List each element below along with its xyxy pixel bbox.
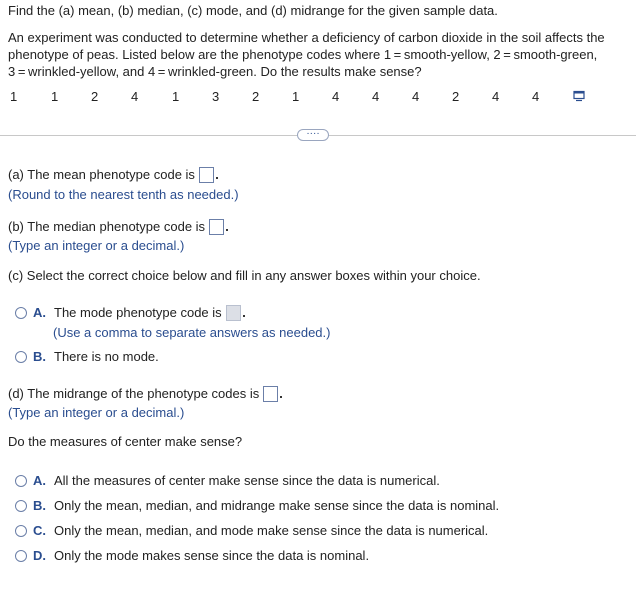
data-value: 4 <box>412 89 420 104</box>
radio-button[interactable] <box>15 550 27 562</box>
part-d-question <box>8 386 282 402</box>
expand-button[interactable]: ···· <box>297 129 329 141</box>
data-value: 3 <box>212 89 220 104</box>
period-dot <box>226 229 228 231</box>
radio-button[interactable] <box>15 307 27 319</box>
option-letter: C. <box>33 523 46 538</box>
center-option-b[interactable] <box>15 498 499 513</box>
mode-option-a-hint: (Use a comma to separate answers as needed.) <box>53 325 331 340</box>
part-a-question <box>8 167 218 183</box>
center-option-d[interactable] <box>15 548 369 563</box>
median-answer-box[interactable] <box>209 219 224 235</box>
data-value: 1 <box>10 89 18 104</box>
data-value: 1 <box>51 89 59 104</box>
center-question: Do the measures of center make sense? <box>8 434 243 449</box>
data-values-row <box>0 89 636 105</box>
part-a-label: (a) The mean phenotype code is <box>8 167 195 182</box>
radio-button[interactable] <box>15 351 27 363</box>
option-text: All the measures of center make sense since the data is numerical. <box>54 473 440 488</box>
mode-option-a[interactable] <box>15 305 245 321</box>
data-value: 2 <box>91 89 99 104</box>
option-letter: B. <box>33 349 46 364</box>
part-b-question <box>8 219 228 235</box>
mode-option-b[interactable] <box>15 349 159 364</box>
data-value: 1 <box>172 89 180 104</box>
scenario-line-3: 3 = wrinkled-yellow, and 4 = wrinkled-green. Do the results make sense? <box>8 64 422 79</box>
period-dot <box>216 177 218 179</box>
period-dot <box>280 396 282 398</box>
part-d-hint: (Type an integer or a decimal.) <box>8 405 185 420</box>
center-option-c[interactable] <box>15 523 488 538</box>
data-value: 2 <box>452 89 460 104</box>
radio-button[interactable] <box>15 525 27 537</box>
radio-button[interactable] <box>15 500 27 512</box>
data-value: 4 <box>372 89 380 104</box>
option-text: Only the mean, median, and mode make sense since the data is numerical. <box>54 523 489 538</box>
question-prompt: Find the (a) mean, (b) median, (c) mode, and (d) midrange for the given sample data. <box>8 3 498 18</box>
data-value: 2 <box>252 89 260 104</box>
option-letter: A. <box>33 473 46 488</box>
option-letter: B. <box>33 498 46 513</box>
option-text: Only the mean, median, and midrange make sense since the data is nominal. <box>54 498 500 513</box>
scenario-line-1: An experiment was conducted to determine whether a deficiency of carbon dioxide in the soil affects the <box>8 30 605 45</box>
part-c-label: (c) Select the correct choice below and fill in any answer boxes within your choice. <box>8 268 481 283</box>
radio-button[interactable] <box>15 475 27 487</box>
mean-answer-box[interactable] <box>199 167 214 183</box>
part-d-label: (d) The midrange of the phenotype codes is <box>8 386 260 401</box>
data-value: 1 <box>292 89 300 104</box>
center-option-a[interactable] <box>15 473 440 488</box>
scenario-line-2: phenotype of peas. Listed below are the phenotype codes where 1 = smooth-yellow, 2 = smooth-green, <box>8 47 598 62</box>
data-value: 4 <box>332 89 340 104</box>
data-value: 4 <box>532 89 540 104</box>
option-text: The mode phenotype code is <box>54 305 222 320</box>
option-text: Only the mode makes sense since the data is nominal. <box>54 548 370 563</box>
option-letter: A. <box>33 305 46 320</box>
part-b-hint: (Type an integer or a decimal.) <box>8 238 185 253</box>
copy-data-icon[interactable] <box>573 90 585 105</box>
option-letter: D. <box>33 548 46 563</box>
data-value: 4 <box>131 89 139 104</box>
option-text: There is no mode. <box>54 349 159 364</box>
part-a-hint: (Round to the nearest tenth as needed.) <box>8 187 239 202</box>
midrange-answer-box[interactable] <box>263 386 278 402</box>
period-dot <box>243 315 245 317</box>
part-b-label: (b) The median phenotype code is <box>8 219 206 234</box>
data-value: 4 <box>492 89 500 104</box>
mode-answer-box[interactable] <box>226 305 241 321</box>
